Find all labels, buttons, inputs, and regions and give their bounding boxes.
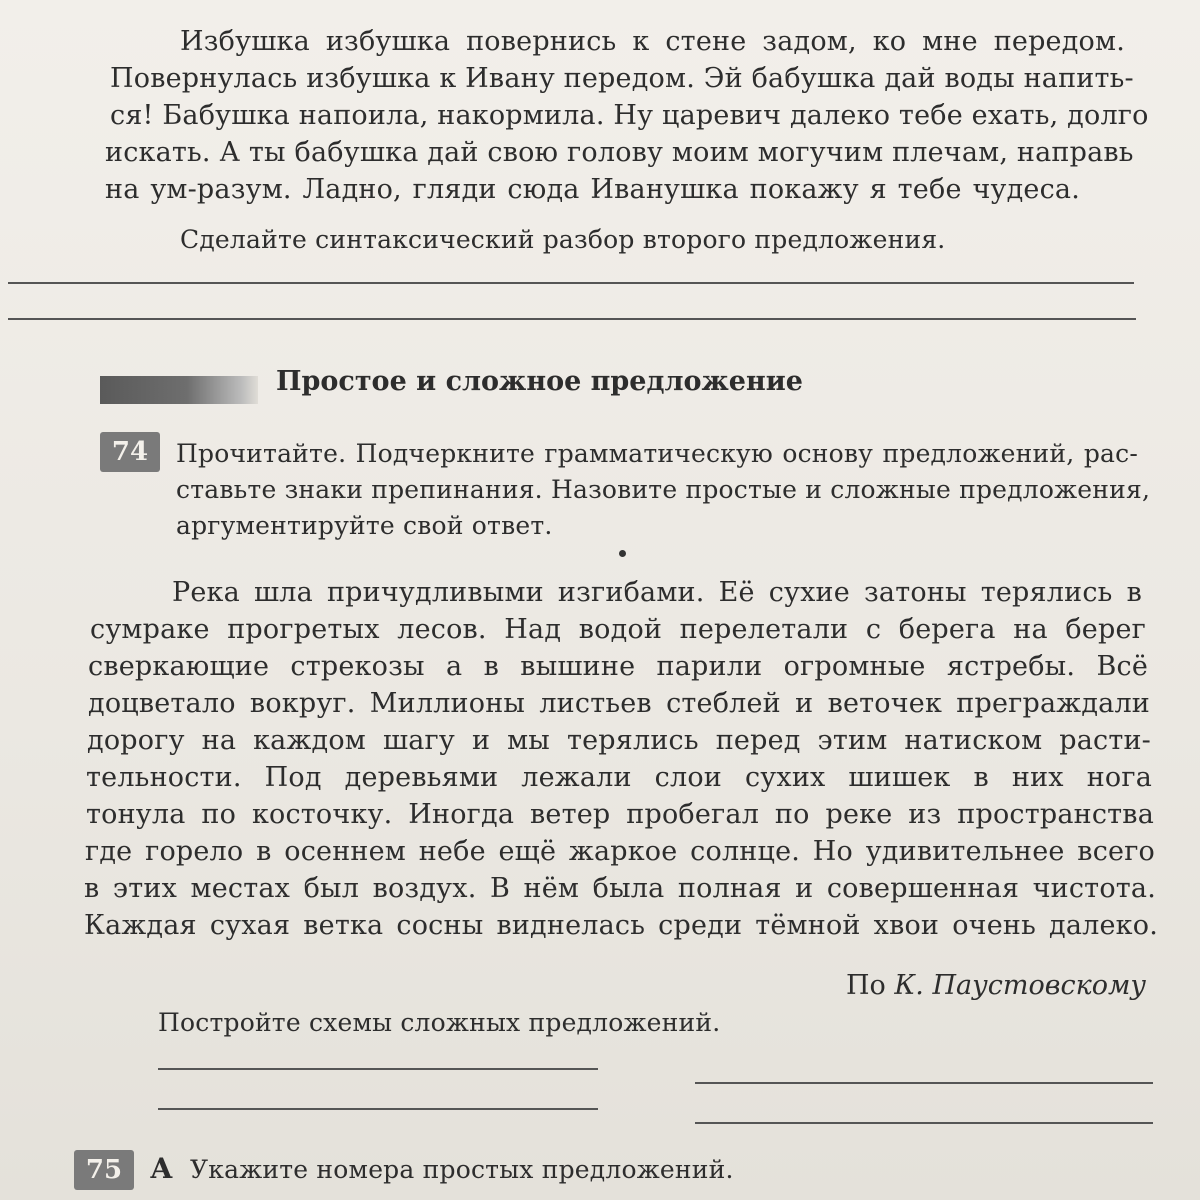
exercise-task: Укажите номера простых предложений.: [190, 1155, 734, 1184]
answer-line: [695, 1122, 1153, 1124]
answer-line: [158, 1068, 598, 1070]
exercise-instruction-line: ставьте знаки препинания. Назовите простые и сложные предложения,: [176, 475, 1151, 504]
exercise-number-badge: 74: [100, 432, 160, 472]
answer-line: [695, 1082, 1153, 1084]
author-name: К. Паустовскому: [894, 970, 1147, 1001]
excerpt-line: Избушка избушка повернись к стене задом, ко мне передом.: [180, 26, 1125, 57]
page-dot: [619, 550, 626, 557]
exercise-instruction-line: аргументируйте свой ответ.: [176, 511, 553, 540]
task-letter: А: [150, 1152, 173, 1185]
excerpt-task: Сделайте синтаксический разбор второго предложения.: [180, 225, 946, 254]
excerpt-line: искать. А ты бабушка дай свою голову моим могучим плечам, направь: [105, 137, 1134, 168]
exercise-number-badge: 75: [74, 1150, 134, 1190]
author-attribution: [846, 970, 1146, 1001]
text-line: дорогу на каждом шагу и мы терялись перед этим натиском расти-: [87, 725, 1151, 756]
answer-line: [8, 282, 1134, 284]
exercise-task: Постройте схемы сложных предложений.: [158, 1008, 721, 1037]
answer-line: [158, 1108, 598, 1110]
text-line: Река шла причудливыми изгибами. Её сухие затоны терялись в: [172, 577, 1142, 608]
text-line: в этих местах был воздух. В нём была полная и совершенная чистота.: [84, 873, 1156, 904]
exercise-instruction-line: Прочитайте. Подчеркните грамматическую основу предложений, рас-: [176, 439, 1138, 468]
excerpt-line: ся! Бабушка напоила, накормила. Ну царевич далеко тебе ехать, долго: [110, 100, 1149, 131]
answer-line: [8, 318, 1136, 320]
excerpt-line: на ум-разум. Ладно, гляди сюда Иванушка покажу я тебе чудеса.: [105, 174, 1080, 205]
text-line: тельности. Под деревьями лежали слои сухих шишек в них нога: [86, 762, 1152, 793]
text-line: Каждая сухая ветка сосны виднелась среди тёмной хвои очень далеко.: [84, 910, 1158, 941]
text-line: доцветало вокруг. Миллионы листьев стеблей и веточек преграждали: [88, 688, 1150, 719]
text-line: сверкающие стрекозы а в вышине парили огромные ястребы. Всё: [88, 651, 1148, 682]
text-line: тонула по косточку. Иногда ветер пробегал по реке из пространства: [86, 799, 1154, 830]
author-prefix: По: [846, 970, 886, 1001]
section-title: Простое и сложное предложение: [276, 366, 803, 397]
section-marker: [100, 376, 258, 404]
text-line: где горело в осеннем небе ещё жаркое солнце. Но удивительнее всего: [85, 836, 1155, 867]
text-line: сумраке прогретых лесов. Над водой перелетали с берега на берег: [90, 614, 1146, 645]
excerpt-line: Повернулась избушка к Ивану передом. Эй бабушка дай воды напить-: [110, 63, 1134, 94]
